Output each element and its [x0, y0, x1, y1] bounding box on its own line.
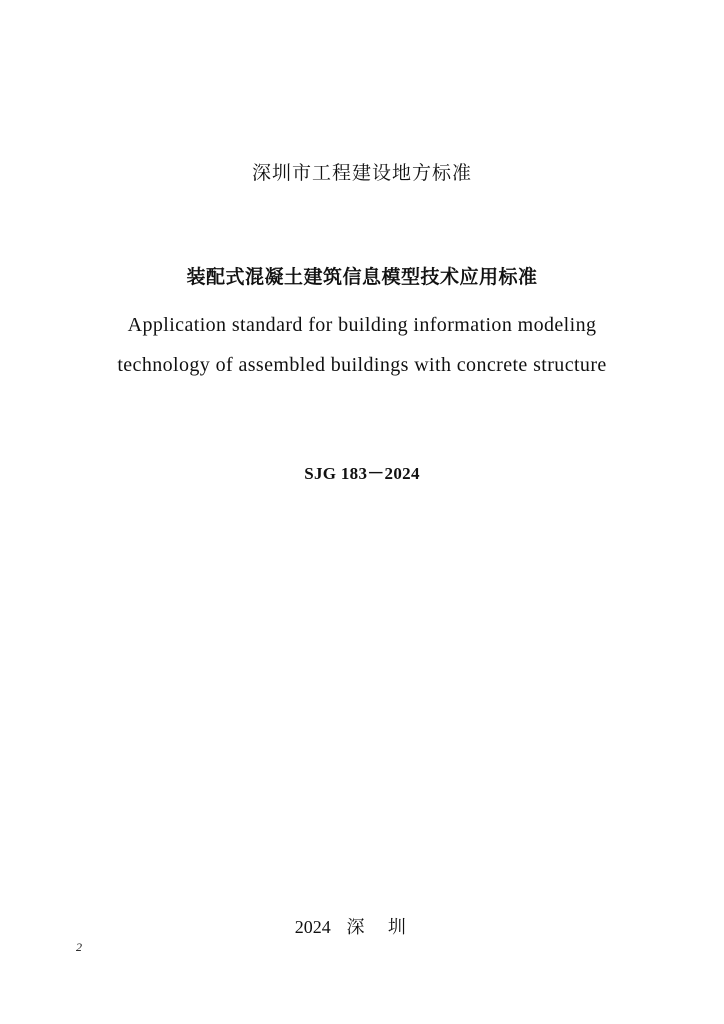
- footer-place-date: [0, 913, 724, 939]
- english-title-line-1: Application standard for building information modeling: [127, 314, 597, 336]
- footer-city: 深圳: [346, 917, 430, 938]
- issuer-heading: 深圳市工程建设地方标准: [251, 162, 472, 184]
- chinese-title: 装配式混凝土建筑信息模型技术应用标准: [186, 266, 538, 288]
- english-title-line-2: technology of assembled buildings with concrete structure: [117, 354, 607, 376]
- page-number: 2: [76, 940, 82, 954]
- footer-year: 2024: [294, 917, 331, 937]
- standard-code: SJG 183－2024: [304, 464, 420, 483]
